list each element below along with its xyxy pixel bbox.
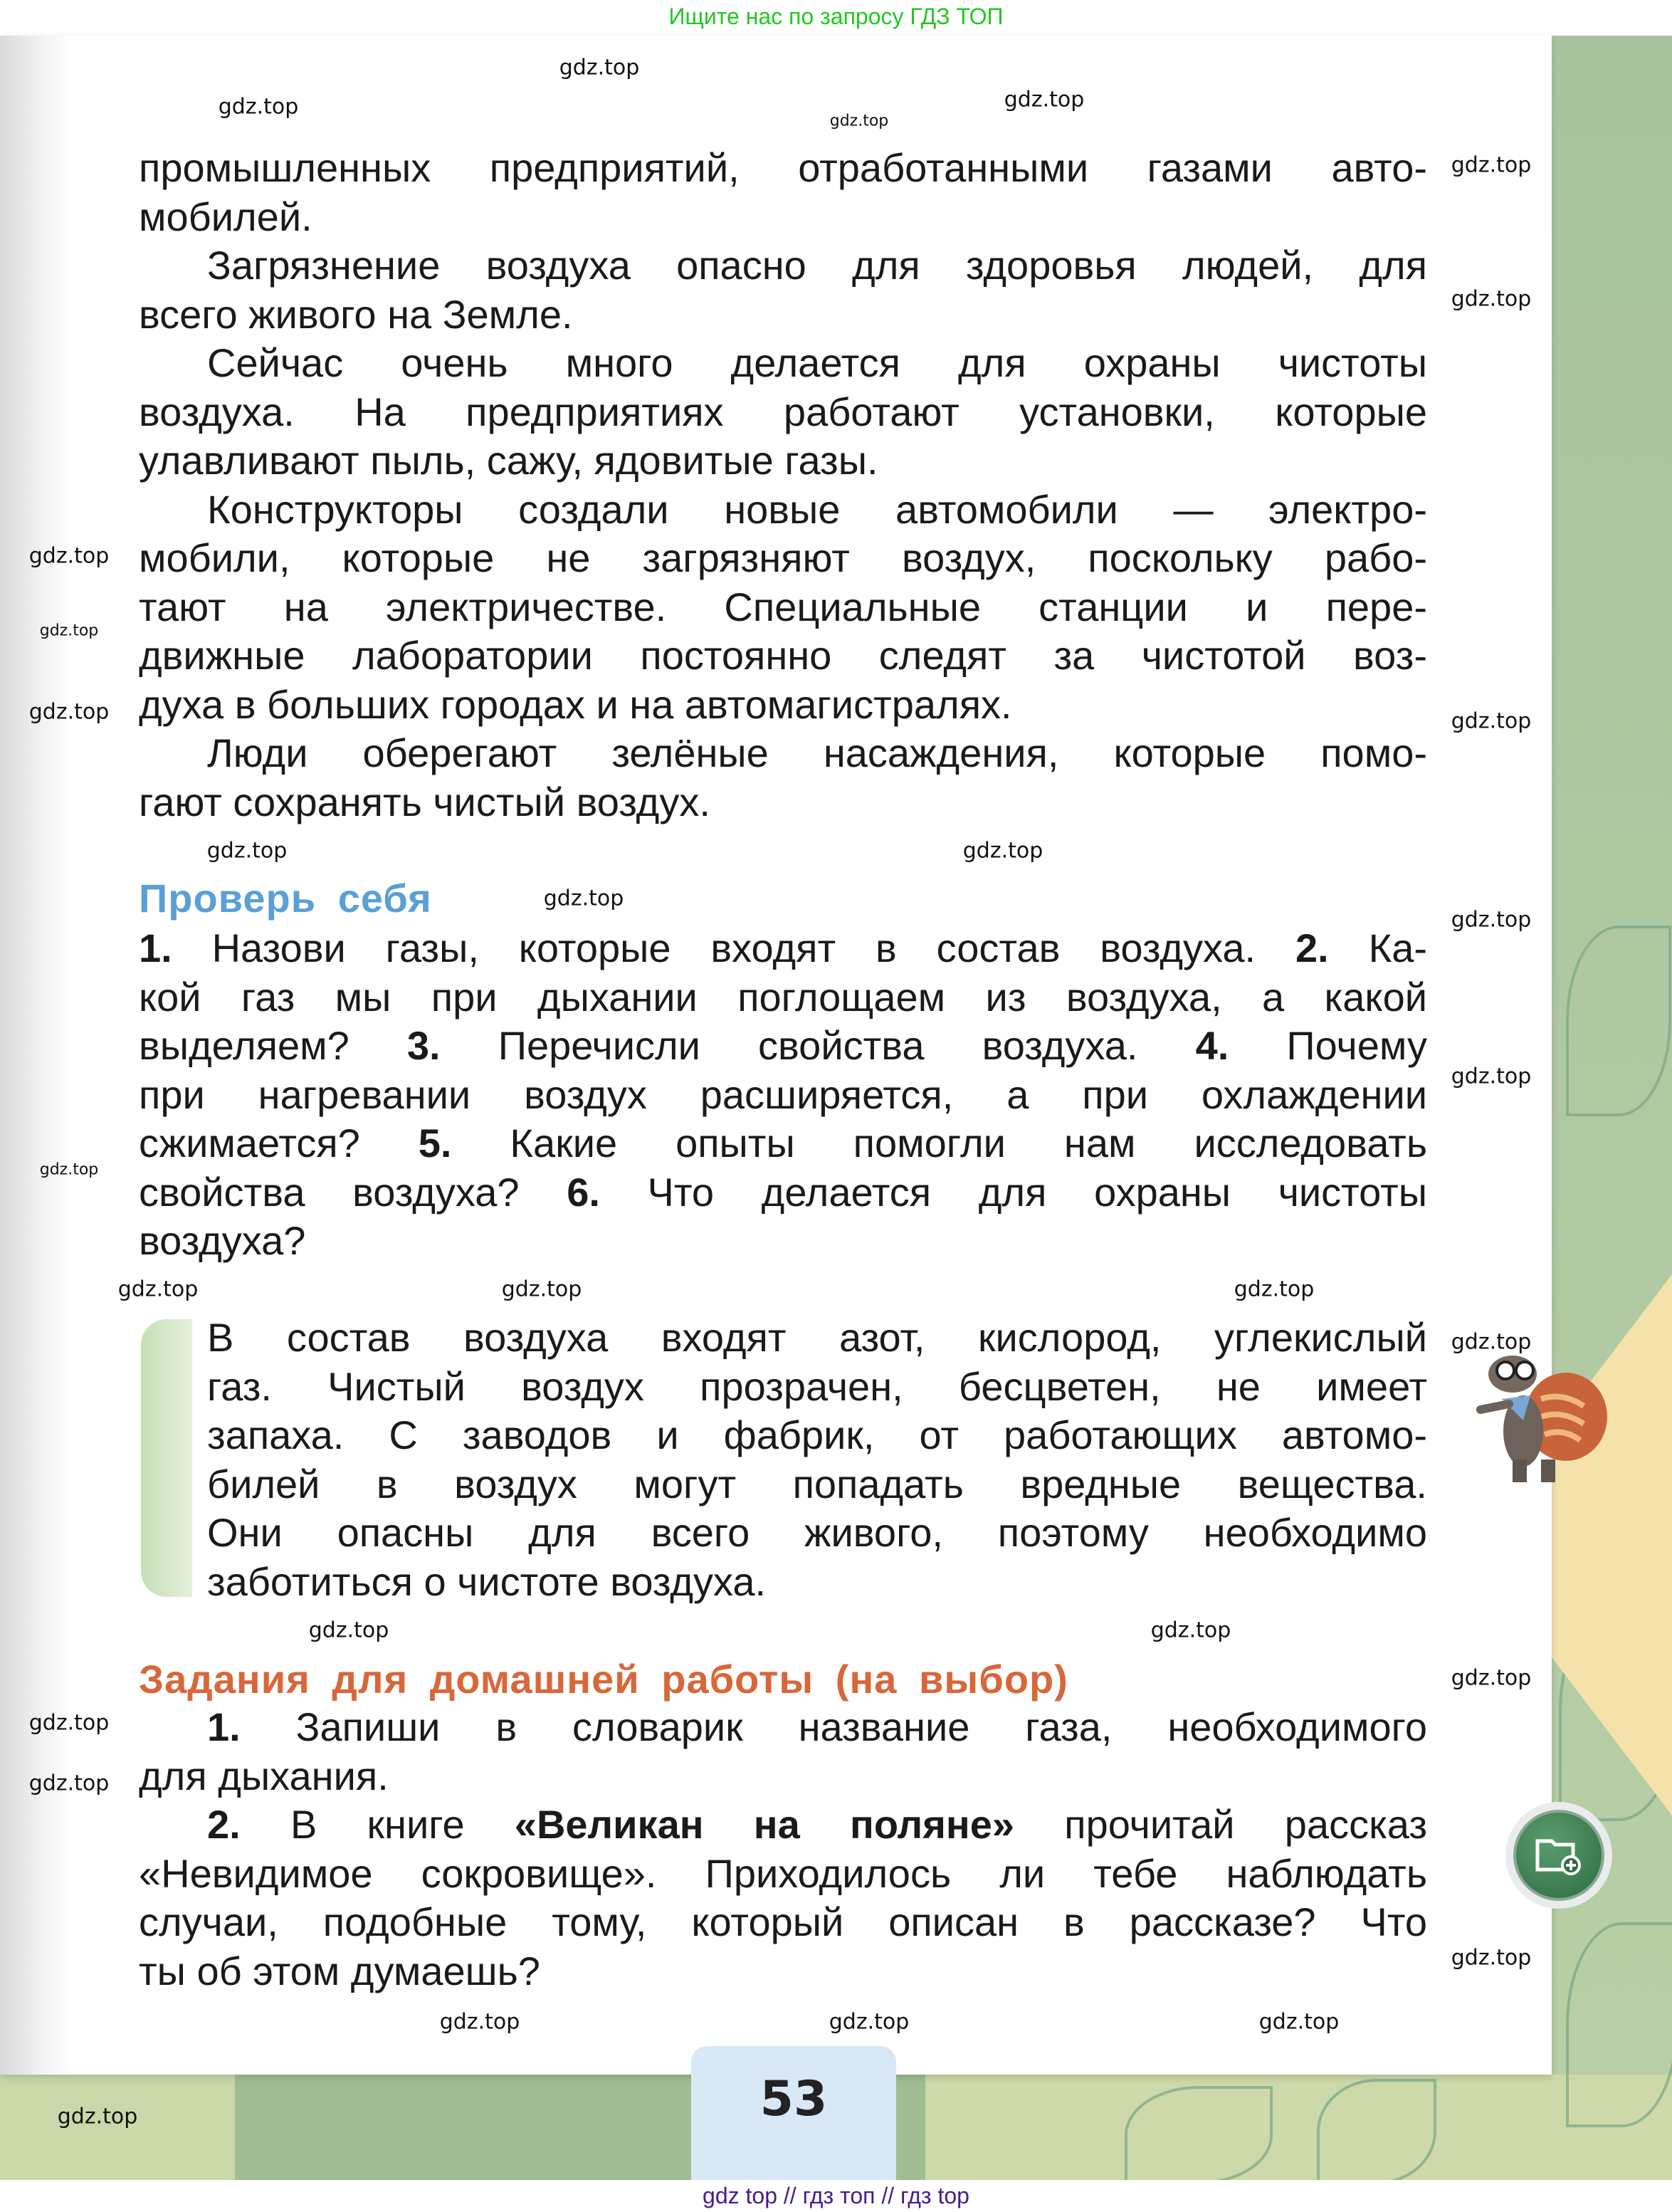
- text-segment: Какие опыты помогли нам исследовать: [451, 1121, 1427, 1165]
- text-line: [207, 1460, 1427, 1509]
- watermark: gdz.top: [1451, 1665, 1532, 1691]
- text-line: [139, 339, 1427, 388]
- text-line: [139, 436, 1427, 486]
- text-segment: мобилей.: [139, 194, 312, 239]
- leaf-decoration: [1317, 2079, 1436, 2184]
- watermark: gdz.top: [1451, 152, 1532, 178]
- bottom-banner: [0, 2180, 1672, 2212]
- text-line: [139, 1898, 1427, 1947]
- text-line: [139, 1703, 1427, 1752]
- intro-text: [139, 144, 1427, 827]
- text-segment: воздуха?: [139, 1218, 306, 1263]
- text-line: [139, 144, 1427, 193]
- top-banner-text[interactable]: Ищите нас по запросу ГДЗ ТОП: [668, 4, 1004, 29]
- watermark: gdz.top: [308, 1618, 389, 1643]
- leaf-decoration: [1566, 926, 1671, 1116]
- text-segment: «Невидимое сокровище». Приходилось ли тебе наблюдать: [139, 1850, 1427, 1896]
- text-line: [139, 1217, 1427, 1266]
- text-segment: Люди оберегают зелёные насаждения, которые помо-: [207, 730, 1427, 775]
- text-segment: движные лаборатории постоянно следят за чистотой воз-: [139, 633, 1427, 678]
- text-line: [207, 1509, 1427, 1558]
- text-segment: промышленных предприятий, отработанными газами авто-: [139, 145, 1427, 190]
- homework-heading: Задания для домашней работы (на выбор): [139, 1657, 1068, 1702]
- bold-text: 6.: [567, 1169, 600, 1215]
- watermark: gdz.top: [1451, 907, 1532, 933]
- text-segment: заботиться о чистоте воздуха.: [207, 1558, 767, 1604]
- text-segment: кой газ мы при дыхании поглощаем из воздуха, а какой: [139, 974, 1427, 1019]
- text-segment: гают сохранять чистый воздух.: [139, 779, 710, 824]
- watermark: gdz.top: [1150, 1618, 1231, 1643]
- text-segment: улавливают пыль, сажу, ядовитые газы.: [139, 438, 878, 483]
- text-line: [139, 973, 1427, 1022]
- text-line: [139, 241, 1427, 290]
- bold-text: 2.: [1295, 926, 1329, 970]
- watermark: gdz.top: [39, 622, 99, 640]
- folder-plus-icon: [1513, 1810, 1604, 1901]
- watermark: gdz.top: [117, 1277, 199, 1302]
- text-segment: сжимается?: [139, 1121, 419, 1165]
- text-segment: выделяем?: [139, 1023, 407, 1068]
- text-line: [139, 583, 1427, 632]
- page-number: 53: [759, 2071, 828, 2127]
- watermark: gdz.top: [1258, 2009, 1340, 2035]
- text-segment: случаи, подобные тому, который описан в рассказе? Что: [139, 1899, 1427, 1944]
- bold-text: 5.: [418, 1121, 452, 1165]
- watermark: gdz.top: [1451, 708, 1532, 734]
- text-segment: газ. Чистый воздух прозрачен, бесцветен, не имеет: [207, 1363, 1427, 1409]
- watermark: gdz.top: [829, 2009, 910, 2035]
- watermark: gdz.top: [206, 838, 288, 864]
- watermark: gdz.top: [829, 112, 889, 130]
- watermark: gdz.top: [57, 2104, 138, 2129]
- text-line: [139, 1752, 1427, 1801]
- text-segment: запаха. С заводов и фабрик, от работающих автомо-: [207, 1412, 1427, 1457]
- watermark: gdz.top: [1004, 87, 1085, 112]
- text-segment: билей в воздух могут попадать вредные вещества.: [207, 1461, 1427, 1506]
- text-line: [139, 1022, 1427, 1071]
- text-line: [139, 1071, 1427, 1120]
- page-spine-shadow: [0, 36, 71, 2075]
- watermark: gdz.top: [1451, 286, 1532, 312]
- text-segment: ты об этом думаешь?: [139, 1948, 540, 1993]
- page-number-tab: [691, 2046, 896, 2180]
- watermark: gdz.top: [28, 1771, 110, 1796]
- text-segment: Они опасны для всего живого, поэтому необходимо: [207, 1510, 1427, 1555]
- text-line: [139, 388, 1427, 437]
- text-segment: Почему: [1229, 1023, 1428, 1068]
- text-segment: В книге: [240, 1802, 515, 1847]
- text-segment: Конструкторы создали новые автомобили — электро-: [207, 486, 1427, 532]
- watermark: gdz.top: [28, 543, 110, 569]
- bold-text: 4.: [1195, 1023, 1229, 1068]
- text-line: [139, 290, 1427, 340]
- leaf-decoration: [1125, 2086, 1273, 2184]
- bold-text: 1.: [139, 926, 172, 970]
- add-to-folder-button[interactable]: [1505, 1802, 1612, 1909]
- text-line: [139, 1800, 1427, 1850]
- text-line: [139, 1850, 1427, 1899]
- watermark: gdz.top: [28, 699, 110, 725]
- text-segment: свойства воздуха?: [139, 1169, 567, 1215]
- bold-text: 2.: [207, 1802, 241, 1847]
- text-segment: воздуха. На предприятиях работают установки, которые: [139, 389, 1427, 434]
- watermark: gdz.top: [1451, 1064, 1532, 1089]
- text-segment: духа в больших городах и на автомагистралях.: [139, 681, 1012, 727]
- watermark: gdz.top: [439, 2009, 520, 2035]
- text-line: [139, 924, 1427, 973]
- text-segment: Загрязнение воздуха опасно для здоровья людей, для: [207, 243, 1427, 288]
- text-segment: всего живого на Земле.: [139, 291, 573, 337]
- text-line: [139, 681, 1427, 730]
- turtle-mascot-icon: [1473, 1331, 1616, 1488]
- summary-box-marker: [141, 1319, 192, 1597]
- text-line: [139, 631, 1427, 681]
- leaf-decoration: [1566, 1922, 1672, 2127]
- text-segment: Ка-: [1328, 926, 1427, 970]
- summary-text: [207, 1314, 1427, 1606]
- text-segment: мобили, которые не загрязняют воздух, поскольку рабо-: [139, 535, 1427, 580]
- watermark: gdz.top: [218, 94, 299, 120]
- bold-text: 3.: [406, 1023, 441, 1068]
- text-line: [139, 193, 1427, 242]
- questions-text: [139, 924, 1427, 1266]
- bold-text: 1.: [207, 1704, 241, 1749]
- watermark: gdz.top: [559, 55, 640, 80]
- homework-text: [139, 1703, 1427, 1996]
- text-segment: Назови газы, которые входят в состав воздуха.: [172, 926, 1295, 970]
- text-line: [207, 1314, 1427, 1363]
- watermark: gdz.top: [543, 886, 624, 911]
- watermark: gdz.top: [1234, 1277, 1315, 1302]
- top-banner: [0, 0, 1672, 36]
- watermark: gdz.top: [962, 838, 1043, 864]
- text-line: [139, 729, 1427, 778]
- text-segment: Перечисли свойства воздуха.: [440, 1023, 1196, 1068]
- text-segment: В состав воздуха входят азот, кислород, углекислый: [207, 1315, 1427, 1360]
- text-line: [139, 1119, 1427, 1168]
- text-segment: для дыхания.: [139, 1753, 389, 1798]
- text-segment: тают на электричестве. Специальные станции и пере-: [139, 584, 1427, 629]
- watermark: gdz.top: [1451, 1329, 1532, 1355]
- text-line: [139, 486, 1427, 535]
- text-line: [139, 534, 1427, 583]
- text-line: [139, 1947, 1427, 1996]
- text-segment: Что делается для охраны чистоты: [599, 1169, 1427, 1215]
- text-segment: прочитай рассказ: [1014, 1802, 1427, 1847]
- text-segment: при нагревании воздух расширяется, а при охлаждении: [139, 1071, 1427, 1117]
- text-line: [207, 1363, 1427, 1412]
- text-line: [139, 1168, 1427, 1217]
- text-line: [207, 1558, 1427, 1607]
- text-line: [139, 778, 1427, 827]
- bottom-banner-links[interactable]: gdz top // гдз топ // гдз top: [703, 2183, 969, 2208]
- text-line: [207, 1411, 1427, 1460]
- text-segment: Сейчас очень много делается для охраны чистоты: [207, 340, 1427, 385]
- watermark: gdz.top: [1451, 1945, 1532, 1971]
- watermark: gdz.top: [28, 1710, 110, 1736]
- check-yourself-heading: Проверь себя: [139, 876, 432, 921]
- watermark: gdz.top: [501, 1277, 582, 1302]
- bold-text: «Великан на поляне»: [514, 1802, 1015, 1847]
- text-segment: Запиши в словарик название газа, необходимого: [240, 1704, 1427, 1749]
- watermark: gdz.top: [39, 1160, 99, 1179]
